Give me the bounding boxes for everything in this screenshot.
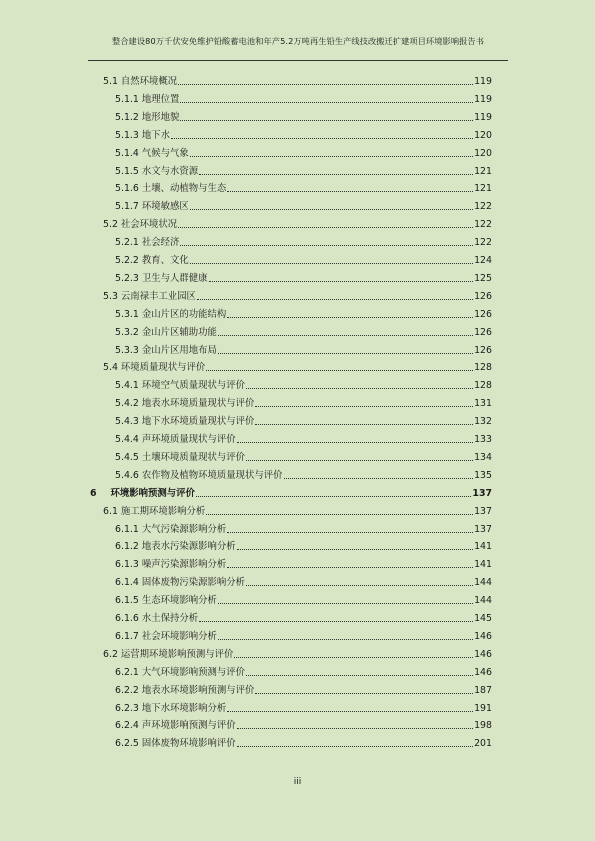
toc-dot-leader [237,442,473,443]
toc-entry-title: 环境空气质量现状与评价 [141,380,245,392]
toc-entry-page: 121 [474,183,492,195]
toc-entry-number: 6.2.5 [115,738,139,750]
toc-entry-title: 环境质量现状与评价 [120,362,206,374]
toc-dot-leader [246,388,473,389]
toc-entry[interactable] [103,505,492,519]
toc-entry[interactable] [115,308,492,322]
toc-entry-number: 5.2.1 [115,237,139,249]
toc-entry-number: 6.2 [103,648,118,660]
toc-entry[interactable] [115,93,492,107]
toc-entry-number: 5.4.1 [115,380,139,392]
toc-entry-number: 6 [90,487,97,499]
toc-entry-title: 气候与气象 [141,147,189,159]
toc-entry-title: 生态环境影响分析 [141,595,217,607]
toc-entry[interactable] [115,540,492,554]
toc-entry-number: 6.2.2 [115,684,139,696]
toc-entry[interactable] [115,630,492,644]
toc-entry[interactable] [115,344,492,358]
toc-entry[interactable] [115,397,492,411]
toc-entry-page: 121 [474,165,492,177]
toc-entry-page: 146 [474,630,492,642]
toc-entry-page: 198 [474,720,492,732]
page-number: iii [293,777,302,787]
toc-entry[interactable] [115,272,492,286]
toc-dot-leader [218,335,473,336]
toc-dot-leader [180,120,473,121]
toc-entry[interactable] [115,558,492,572]
toc-entry[interactable] [115,379,492,393]
toc-dot-leader [190,209,473,210]
toc-entry-page: 126 [474,308,492,320]
toc-dot-leader [206,370,473,371]
toc-entry-number: 5.4.3 [115,416,139,428]
toc-entry-number: 6.1.4 [115,577,139,589]
toc-entry[interactable] [115,433,492,447]
toc-entry-title: 运营期环境影响预测与评价 [120,648,234,660]
toc-entry-title: 社会环境状况 [120,219,178,231]
toc-entry-page: 137 [474,505,492,517]
toc-entry-number: 5.4 [103,362,118,374]
toc-entry[interactable] [115,111,492,125]
toc-entry-title: 金山片区的功能结构 [141,308,227,320]
toc-entry-title: 噪声污染源影响分析 [141,559,227,571]
toc-entry-page: 125 [474,272,492,284]
toc-entry-number: 5.2.2 [115,255,139,266]
toc-dot-leader [218,603,473,604]
page-header: 整合建设80万千伏安免维护铅酸蓄电池和年产5.2万吨再生铅生产线技改搬迁扩建项目环境影响报告书 [111,36,484,46]
toc-entry-page: 126 [474,326,492,338]
toc-dot-leader [171,138,473,139]
toc-entry-number: 5.3 [103,290,118,302]
toc-entry-page: 126 [474,344,492,356]
toc-entry-number: 5.4.5 [115,451,139,463]
toc-dot-leader [227,317,473,318]
toc-dot-leader [255,693,473,694]
toc-entry-number: 5.1.5 [115,165,139,177]
toc-entry-page: 144 [474,595,492,607]
toc-entry-number: 6.1.2 [115,541,139,553]
toc-entry-page: 126 [474,290,492,302]
toc-entry-title: 大气环境影响预测与评价 [141,666,245,678]
toc-entry[interactable] [115,415,492,429]
toc-entry[interactable] [115,576,492,590]
toc-entry-number: 5.4.2 [115,398,139,410]
toc-dot-leader [190,156,473,157]
toc-entry-page: 201 [474,738,492,750]
toc-entry-page: 191 [474,702,492,714]
toc-entry[interactable] [115,523,492,537]
toc-entry-number: 5.1.2 [115,111,139,123]
toc-entry-number: 5.4.6 [115,469,139,481]
toc-entry-number: 5.2 [103,219,118,231]
toc-entry-title: 水土保持分析 [141,613,199,624]
toc-entry-title: 施工期环境影响分析 [120,505,206,517]
toc-entry-title: 自然环境概况 [120,76,178,87]
toc-entry[interactable] [115,469,492,483]
toc-dot-leader [227,191,473,192]
toc-entry-page: 132 [474,416,492,428]
toc-dot-leader [196,496,472,497]
toc-entry-title: 社会经济 [141,237,180,249]
toc-dot-leader [206,514,473,515]
toc-entry-page: 133 [474,434,492,445]
toc-entry-number: 5.2.3 [115,272,139,284]
toc-entry-title: 金山片区辅助功能 [141,326,217,338]
toc-dot-leader [237,728,473,729]
toc-entry[interactable] [103,648,492,662]
toc-dot-leader [227,567,473,568]
toc-entry-title: 金山片区用地布局 [141,344,217,356]
toc-entry-page: 137 [474,523,492,535]
toc-dot-leader [237,549,473,550]
toc-entry-title: 地理位置 [141,93,180,105]
toc-dot-leader [227,532,473,533]
toc-entry-title: 地下水环境质量现状与评价 [141,416,255,428]
toc-entry-number: 5.3.2 [115,326,139,338]
toc-entry-title: 土壤环境质量现状与评价 [141,451,245,463]
toc-dot-leader [199,621,473,622]
toc-entry-title: 固体废物环境影响评价 [141,738,236,750]
toc-dot-leader [234,657,473,658]
toc-entry-page: 128 [474,380,492,392]
toc-entry-title: 地下水 [141,129,170,141]
toc-entry-title: 地下水环境影响分析 [141,702,227,714]
toc-entry[interactable] [103,290,492,304]
toc-entry-page: 141 [474,559,492,571]
toc-dot-leader [255,424,473,425]
toc-entry-number: 5.3.3 [115,344,139,356]
header-rule [88,60,508,61]
toc-entry-page: 141 [474,541,492,553]
toc-entry[interactable] [115,147,492,161]
toc-entry-title: 声环境质量现状与评价 [141,434,236,445]
toc-entry[interactable] [115,254,492,268]
toc-entry[interactable] [115,129,492,143]
toc-entry-number: 6.1.3 [115,559,139,571]
toc-entry[interactable] [115,165,492,179]
toc-entry-page: 145 [474,613,492,624]
toc-entry[interactable] [90,487,492,501]
toc-dot-leader [284,478,474,479]
toc-dot-leader [218,639,473,640]
toc-entry[interactable] [115,594,492,608]
toc-entry-number: 5.4.4 [115,434,139,445]
toc-entry-page: 122 [474,237,492,249]
toc-dot-leader [255,406,473,407]
toc-dot-leader [190,263,473,264]
toc-entry-title: 云南禄丰工业园区 [120,290,196,302]
toc-entry-title: 农作物及植物环境质量现状与评价 [141,469,283,481]
toc-entry-title: 卫生与人群健康 [141,272,208,284]
toc-dot-leader [180,245,473,246]
toc-entry-title: 环境敏感区 [141,201,189,213]
toc-entry-page: 122 [474,219,492,231]
toc-entry-page: 120 [474,147,492,159]
toc-entry[interactable] [115,182,492,196]
toc-entry-title: 社会环境影响分析 [141,630,217,642]
toc-entry-page: 122 [474,201,492,213]
toc-entry-number: 5.1 [103,76,118,87]
toc-entry[interactable] [115,666,492,680]
toc-dot-leader [209,281,474,282]
toc-entry[interactable] [103,218,492,232]
toc-entry[interactable] [115,326,492,340]
toc-entry[interactable] [115,200,492,214]
toc-entry-page: 137 [472,487,492,499]
toc-entry-page: 146 [474,648,492,660]
toc-entry[interactable] [115,612,492,626]
toc-dot-leader [246,585,473,586]
toc-entry-title: 大气污染源影响分析 [141,523,227,535]
toc-entry-number: 6.1.1 [115,523,139,535]
toc-dot-leader [218,353,473,354]
toc-entry-page: 187 [474,684,492,696]
toc-entry-number: 6.1 [103,505,118,517]
toc-dot-leader [178,84,473,85]
toc-entry-page: 119 [474,93,492,105]
toc-entry-title: 地表水环境质量现状与评价 [141,398,255,410]
toc-dot-leader [246,675,473,676]
toc-entry-title: 土壤、动植物与生态 [141,183,227,195]
toc-entry-number: 6.1.6 [115,613,139,624]
toc-entry[interactable] [115,737,492,751]
toc-entry-number: 6.2.1 [115,666,139,678]
toc-dot-leader [197,299,473,300]
toc-entry-number: 5.1.4 [115,147,139,159]
toc-entry-page: 146 [474,666,492,678]
toc-entry-number: 6.1.7 [115,630,139,642]
toc-dot-leader [227,711,473,712]
toc-entry-number: 5.1.3 [115,129,139,141]
toc-entry-page: 135 [474,469,492,481]
toc-entry[interactable] [115,702,492,716]
toc-dot-leader [178,227,473,228]
toc-dot-leader [180,102,473,103]
toc-entry-page: 124 [474,255,492,266]
toc-entry-number: 6.1.5 [115,595,139,607]
toc-entry[interactable] [103,75,492,89]
toc-entry-page: 134 [474,451,492,463]
toc-entry[interactable] [103,361,492,375]
toc-entry-page: 131 [474,398,492,410]
toc-entry-number: 5.1.6 [115,183,139,195]
toc-entry[interactable] [115,684,492,698]
toc-dot-leader [237,746,473,747]
toc-entry-title: 地表水环境影响预测与评价 [141,684,255,696]
toc-entry-page: 119 [474,76,492,87]
toc-entry-title: 声环境影响预测与评价 [141,720,236,732]
toc-entry-title: 地形地貌 [141,111,180,123]
toc-entry-title: 教育、文化 [141,255,189,266]
toc-entry-number: 5.1.7 [115,201,139,213]
toc-entry[interactable] [115,236,492,250]
toc-entry[interactable] [115,719,492,733]
toc-entry-number: 6.2.3 [115,702,139,714]
toc-entry-page: 128 [474,362,492,374]
toc-entry-title: 水文与水资源 [141,165,199,177]
toc-entry-page: 120 [474,129,492,141]
toc-dot-leader [246,460,473,461]
toc-dot-leader [199,174,473,175]
toc-entry-title: 地表水污染源影响分析 [141,541,236,553]
toc-entry[interactable] [115,451,492,465]
toc-entry-number: 6.2.4 [115,720,139,732]
toc-entry-page: 119 [474,111,492,123]
toc-entry-title: 环境影响预测与评价 [110,487,195,499]
toc-entry-number: 5.3.1 [115,308,139,320]
toc-entry-title: 固体废物污染源影响分析 [141,577,245,589]
toc-entry-page: 144 [474,577,492,589]
toc-entry-number: 5.1.1 [115,93,139,105]
